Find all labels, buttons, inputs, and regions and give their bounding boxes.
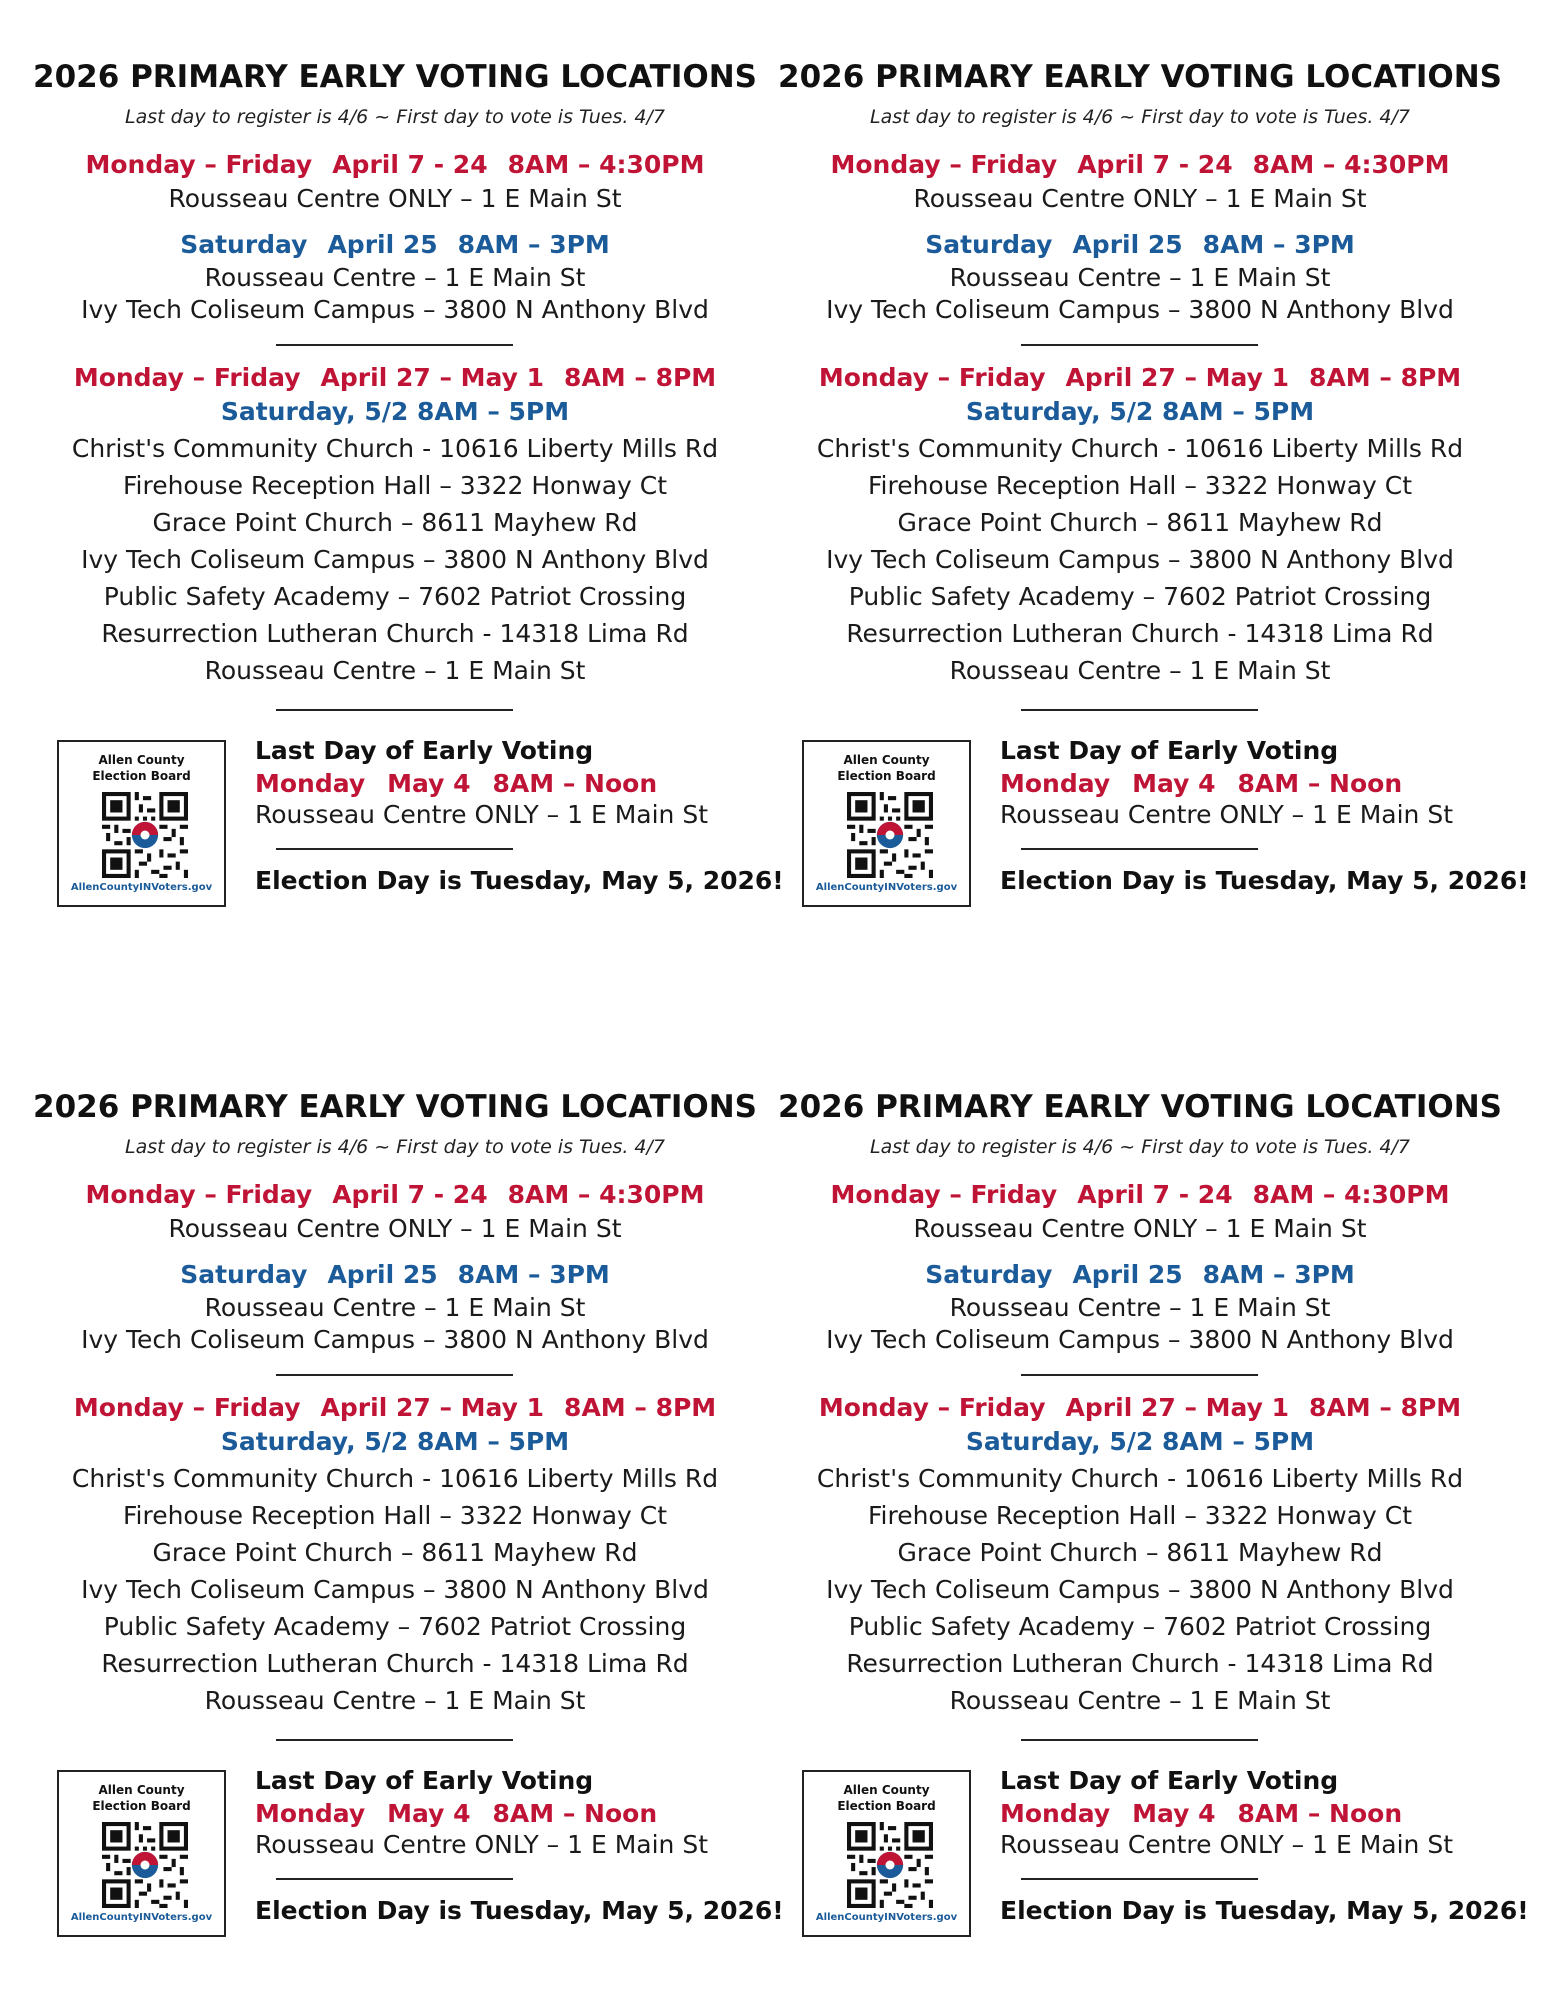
block3-location-5: Public Safety Academy – 7602 Patriot Crossing [103,582,687,611]
block3-saturday: Saturday, 5/2 8AM – 5PM [220,1427,570,1456]
divider [1021,1739,1258,1741]
block3-location-6: Resurrection Lutheran Church - 14318 Lima Rd [101,1649,689,1678]
block1-days: Monday – Friday [85,1180,313,1209]
last-day-header [1000,769,1402,798]
block1-dates: April 7 - 24 [332,1180,488,1209]
qr-label-line1: Allen County [843,753,930,767]
block3-location-2: Firehouse Reception Hall – 3322 Honway Ct [122,471,668,500]
block1-days: Monday – Friday [830,150,1058,179]
divider [276,1374,513,1376]
block3-hours: 8AM – 8PM [1309,363,1462,392]
block2-location-1: Rousseau Centre – 1 E Main St [949,1293,1331,1322]
block3-location-6: Resurrection Lutheran Church - 14318 Lima Rd [846,1649,1434,1678]
block3-location-1: Christ's Community Church - 10616 Liberty Mills Rd [816,1464,1464,1493]
qr-label [59,1782,224,1814]
divider [276,344,513,346]
last-day-title: Last Day of Early Voting [1000,1766,1339,1795]
block3-location-3: Grace Point Church – 8611 Mayhew Rd [152,1538,638,1567]
last-day-location: Rousseau Centre ONLY – 1 E Main St [1000,800,1454,829]
block3-location-4: Ivy Tech Coliseum Campus – 3800 N Anthony Blvd [826,545,1454,574]
qr-label [804,1782,969,1814]
block1-location: Rousseau Centre ONLY – 1 E Main St [168,184,622,213]
block3-dates: April 27 – May 1 [1065,363,1290,392]
block3-location-7: Rousseau Centre – 1 E Main St [204,1686,586,1715]
election-day: Election Day is Tuesday, May 5, 2026! [1000,866,1529,895]
block2-hours: 8AM – 3PM [457,1260,610,1289]
block3-header [0,363,790,392]
block2-dates: April 25 [1072,1260,1183,1289]
last-day-date: May 4 [387,769,471,798]
block2-header [745,1260,1535,1289]
last-day-hours: 8AM – Noon [492,1799,658,1828]
block1-header [0,1180,790,1209]
block2-days: Saturday [180,1260,308,1289]
divider [1021,344,1258,346]
block2-dates: April 25 [1072,230,1183,259]
block3-location-3: Grace Point Church – 8611 Mayhew Rd [152,508,638,537]
last-day-title: Last Day of Early Voting [1000,736,1339,765]
block3-location-6: Resurrection Lutheran Church - 14318 Lima Rd [846,619,1434,648]
divider [1021,1374,1258,1376]
block3-hours: 8AM – 8PM [564,363,717,392]
block3-hours: 8AM – 8PM [1309,1393,1462,1422]
last-day-title: Last Day of Early Voting [255,736,594,765]
flyer-card-bottom-left [0,1030,784,1980]
block3-location-3: Grace Point Church – 8611 Mayhew Rd [897,1538,1383,1567]
block3-days: Monday – Friday [818,1393,1046,1422]
block3-location-2: Firehouse Reception Hall – 3322 Honway Ct [867,1501,1413,1530]
block1-days: Monday – Friday [830,1180,1058,1209]
block3-hours: 8AM – 8PM [564,1393,717,1422]
block2-hours: 8AM – 3PM [457,230,610,259]
block2-hours: 8AM – 3PM [1202,230,1355,259]
flyer-title: 2026 PRIMARY EARLY VOTING LOCATIONS [778,1089,1502,1125]
block2-dates: April 25 [327,230,438,259]
last-day-header [255,1799,657,1828]
block1-location: Rousseau Centre ONLY – 1 E Main St [913,184,1367,213]
block2-days: Saturday [925,1260,1053,1289]
qr-code-box[interactable] [802,1770,971,1937]
block2-location-2: Ivy Tech Coliseum Campus – 3800 N Anthony Blvd [81,295,709,324]
last-day-day: Monday [1000,1799,1111,1828]
qr-label-line2: Election Board [837,1799,936,1813]
qr-url: AllenCountyINVoters.gov [815,1912,958,1923]
flyer-subtitle: Last day to register is 4/6 ~ First day to vote is Tues. 4/7 [125,1136,665,1158]
divider [1021,1878,1258,1880]
block3-location-2: Firehouse Reception Hall – 3322 Honway Ct [122,1501,668,1530]
last-day-hours: 8AM – Noon [1237,769,1403,798]
block3-location-7: Rousseau Centre – 1 E Main St [949,656,1331,685]
qr-code-icon [847,792,933,878]
block2-header [745,230,1535,259]
last-day-header [255,769,657,798]
qr-url: AllenCountyINVoters.gov [70,882,213,893]
block2-location-1: Rousseau Centre – 1 E Main St [204,263,586,292]
qr-code-box[interactable] [802,740,971,907]
flyer-title: 2026 PRIMARY EARLY VOTING LOCATIONS [778,59,1502,95]
flyer-subtitle: Last day to register is 4/6 ~ First day to vote is Tues. 4/7 [870,1136,1410,1158]
block1-header [745,1180,1535,1209]
last-day-day: Monday [255,1799,366,1828]
last-day-day: Monday [1000,769,1111,798]
block3-location-5: Public Safety Academy – 7602 Patriot Crossing [848,582,1432,611]
block3-header [745,363,1535,392]
block3-saturday: Saturday, 5/2 8AM – 5PM [220,397,570,426]
block2-days: Saturday [925,230,1053,259]
last-day-title: Last Day of Early Voting [255,1766,594,1795]
flyer-title: 2026 PRIMARY EARLY VOTING LOCATIONS [33,59,757,95]
last-day-hours: 8AM – Noon [1237,1799,1403,1828]
qr-url: AllenCountyINVoters.gov [70,1912,213,1923]
last-day-hours: 8AM – Noon [492,769,658,798]
block3-days: Monday – Friday [818,363,1046,392]
divider [1021,848,1258,850]
block2-header [0,230,790,259]
election-day: Election Day is Tuesday, May 5, 2026! [1000,1896,1529,1925]
qr-label-line2: Election Board [92,769,191,783]
block1-header [745,150,1535,179]
block3-location-4: Ivy Tech Coliseum Campus – 3800 N Anthony Blvd [81,1575,709,1604]
qr-code-box[interactable] [57,1770,226,1937]
block3-location-4: Ivy Tech Coliseum Campus – 3800 N Anthony Blvd [81,545,709,574]
last-day-location: Rousseau Centre ONLY – 1 E Main St [1000,1830,1454,1859]
qr-code-box[interactable] [57,740,226,907]
last-day-location: Rousseau Centre ONLY – 1 E Main St [255,1830,709,1859]
block3-location-5: Public Safety Academy – 7602 Patriot Crossing [848,1612,1432,1641]
block3-dates: April 27 – May 1 [320,1393,545,1422]
block2-days: Saturday [180,230,308,259]
last-day-location: Rousseau Centre ONLY – 1 E Main St [255,800,709,829]
block1-hours: 8AM – 4:30PM [1252,1180,1450,1209]
last-day-day: Monday [255,769,366,798]
qr-label-line2: Election Board [92,1799,191,1813]
block1-days: Monday – Friday [85,150,313,179]
block1-header [0,150,790,179]
block3-location-2: Firehouse Reception Hall – 3322 Honway Ct [867,471,1413,500]
block3-header [745,1393,1535,1422]
block3-dates: April 27 – May 1 [1065,1393,1290,1422]
qr-label-line1: Allen County [843,1783,930,1797]
block3-days: Monday – Friday [73,363,301,392]
block1-location: Rousseau Centre ONLY – 1 E Main St [913,1214,1367,1243]
block3-header [0,1393,790,1422]
block3-location-7: Rousseau Centre – 1 E Main St [204,656,586,685]
block1-location: Rousseau Centre ONLY – 1 E Main St [168,1214,622,1243]
block2-header [0,1260,790,1289]
qr-label-line1: Allen County [98,1783,185,1797]
divider [276,848,513,850]
block2-location-2: Ivy Tech Coliseum Campus – 3800 N Anthony Blvd [826,1325,1454,1354]
divider [276,1878,513,1880]
block3-location-6: Resurrection Lutheran Church - 14318 Lima Rd [101,619,689,648]
flyer-title: 2026 PRIMARY EARLY VOTING LOCATIONS [33,1089,757,1125]
qr-label [59,752,224,784]
flyer-card-bottom-right [745,1030,1529,1980]
block1-hours: 8AM – 4:30PM [507,1180,705,1209]
qr-label-line1: Allen County [98,753,185,767]
flyer-subtitle: Last day to register is 4/6 ~ First day to vote is Tues. 4/7 [125,106,665,128]
block2-hours: 8AM – 3PM [1202,1260,1355,1289]
block2-location-2: Ivy Tech Coliseum Campus – 3800 N Anthony Blvd [826,295,1454,324]
block3-location-5: Public Safety Academy – 7602 Patriot Crossing [103,1612,687,1641]
divider [276,1739,513,1741]
block3-location-1: Christ's Community Church - 10616 Liberty Mills Rd [71,434,719,463]
block1-hours: 8AM – 4:30PM [1252,150,1450,179]
block2-location-1: Rousseau Centre – 1 E Main St [204,1293,586,1322]
flyer-card-top-right [745,0,1529,950]
block3-saturday: Saturday, 5/2 8AM – 5PM [965,1427,1315,1456]
block3-days: Monday – Friday [73,1393,301,1422]
election-day: Election Day is Tuesday, May 5, 2026! [255,1896,784,1925]
last-day-date: May 4 [1132,769,1216,798]
block2-dates: April 25 [327,1260,438,1289]
last-day-date: May 4 [387,1799,471,1828]
block1-hours: 8AM – 4:30PM [507,150,705,179]
block1-dates: April 7 - 24 [1077,150,1233,179]
qr-code-icon [847,1822,933,1908]
flyer-subtitle: Last day to register is 4/6 ~ First day to vote is Tues. 4/7 [870,106,1410,128]
last-day-date: May 4 [1132,1799,1216,1828]
block1-dates: April 7 - 24 [1077,1180,1233,1209]
flyer-card-top-left [0,0,784,950]
block2-location-2: Ivy Tech Coliseum Campus – 3800 N Anthony Blvd [81,1325,709,1354]
divider [1021,709,1258,711]
block3-location-1: Christ's Community Church - 10616 Liberty Mills Rd [71,1464,719,1493]
qr-code-icon [102,1822,188,1908]
qr-code-icon [102,792,188,878]
block3-location-1: Christ's Community Church - 10616 Liberty Mills Rd [816,434,1464,463]
block3-saturday: Saturday, 5/2 8AM – 5PM [965,397,1315,426]
election-day: Election Day is Tuesday, May 5, 2026! [255,866,784,895]
divider [276,709,513,711]
block1-dates: April 7 - 24 [332,150,488,179]
block3-location-3: Grace Point Church – 8611 Mayhew Rd [897,508,1383,537]
qr-label [804,752,969,784]
block3-location-7: Rousseau Centre – 1 E Main St [949,1686,1331,1715]
block2-location-1: Rousseau Centre – 1 E Main St [949,263,1331,292]
last-day-header [1000,1799,1402,1828]
qr-label-line2: Election Board [837,769,936,783]
block3-dates: April 27 – May 1 [320,363,545,392]
qr-url: AllenCountyINVoters.gov [815,882,958,893]
block3-location-4: Ivy Tech Coliseum Campus – 3800 N Anthony Blvd [826,1575,1454,1604]
